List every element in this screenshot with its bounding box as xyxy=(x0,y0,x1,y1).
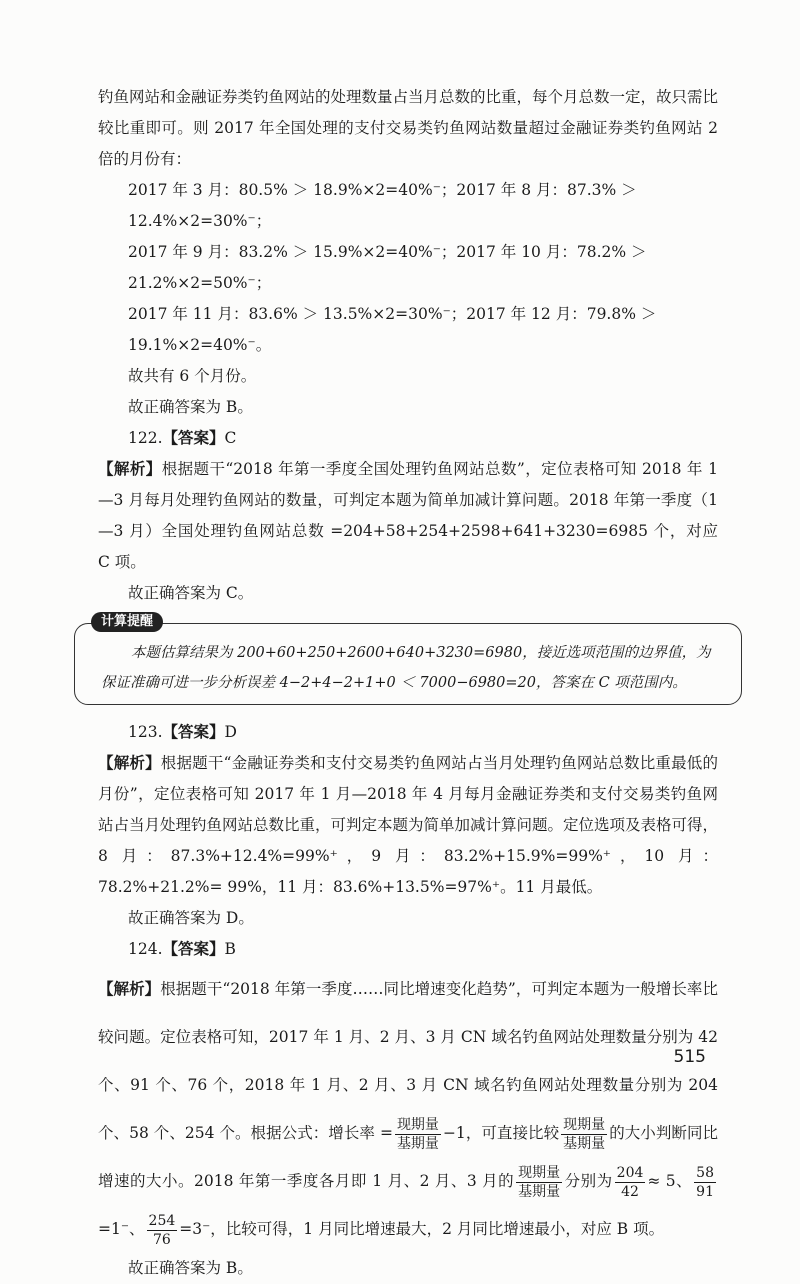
q124-number: 124. xyxy=(128,940,163,958)
calc-tip-box xyxy=(74,614,742,705)
fraction-feb: $\frac{58}{91}$ xyxy=(696,1164,714,1200)
q124-text-6: =1⁻、 xyxy=(98,1220,145,1238)
calc-tip-tag: 计算提醒 xyxy=(91,612,163,632)
q122-analysis xyxy=(98,454,718,578)
calc-line: 2017 年 3 月：80.5% ＞ 18.9%×2=40%⁻；2017 年 8 月：87.3% ＞ 12.4%×2=30%⁻； xyxy=(128,181,637,230)
month-ratio-fraction: $\frac{\text{现期量}}{\text{基期量}}$ xyxy=(518,1164,561,1200)
page-body xyxy=(98,82,718,1284)
q122-number: 122. xyxy=(128,429,163,447)
q122-conclusion: 故正确答案为 C。 xyxy=(128,584,254,602)
q124-answer-tag: 【答案】 xyxy=(162,940,225,958)
q123-answer-tag: 【答案】 xyxy=(162,723,225,741)
calc-conclusion: 故正确答案为 B。 xyxy=(128,398,253,416)
q124-text-2: −1，可直接比较 xyxy=(442,1124,560,1142)
q123-answer: D xyxy=(224,723,237,741)
q124-analysis-tag: 【解析】 xyxy=(98,980,161,998)
q122-analysis-text: 根据题干“2018 年第一季度全国处理钓鱼网站总数”，定位表格可知 2018 年 1—3 月每月处理钓鱼网站的数量，可判定本题为简单加减计算问题。2018 年第一季度（1—3 月）全国处理钓鱼网站总数 =204+58+254+2598+641+3230=6985 个，对应 C 项。 xyxy=(98,460,718,571)
q122-analysis-tag: 【解析】 xyxy=(98,460,162,478)
q122-answer-tag: 【答案】 xyxy=(162,429,225,447)
q124-analysis xyxy=(98,965,718,1253)
q122-answer: C xyxy=(224,429,237,447)
calc-line: 2017 年 11 月：83.6% ＞ 13.5%×2=30%⁻；2017 年 12 月：79.8% ＞ 19.1%×2=40%⁻。 xyxy=(128,305,657,354)
q123-analysis-text: 根据题干“金融证券类和支付交易类钓鱼网站占当月处理钓鱼网站总数比重最低的月份”，定位表格可知 2017 年 1 月—2018 年 4 月每月金融证券类和支付交易类钓鱼网站占当月处理钓鱼网站总数比重，可判定本题为简单加减计算问题。定位选项及表格可得，8 月：87.3%+12.4%=99%⁺，9 月：83.2%+15.9%=99%⁺，10 月：78.2%+21.2%= 99%，11 月：83.6%+13.5%=97%⁺。11 月最低。 xyxy=(98,754,719,896)
q124-answer: B xyxy=(224,940,236,958)
q123-number: 123. xyxy=(128,723,163,741)
q124-conclusion: 故正确答案为 B。 xyxy=(128,1259,253,1277)
q123-answer-line xyxy=(98,717,718,748)
calc-summary: 故共有 6 个月份。 xyxy=(128,367,257,385)
page-number: 515 xyxy=(673,1047,706,1067)
intro-paragraph: 钓鱼网站和金融证券类钓鱼网站的处理数量占当月总数的比重，每个月总数一定，故只需比较比重即可。则 2017 年全国处理的支付交易类钓鱼网站数量超过金融证券类钓鱼网站 2 倍的月份有： xyxy=(98,88,719,168)
q124-text-5: ≈ 5、 xyxy=(647,1172,693,1190)
q124-text-7: =3⁻，比较可得，1 月同比增速最大，2 月同比增速最小，对应 B 项。 xyxy=(179,1220,665,1238)
q124-answer-line xyxy=(98,934,718,965)
calc-tip-text: 本题估算结果为 200+60+250+2600+640+3230=6980，接近选项范围的边界值，为保证准确可进一步分析误差 4−2+4−2+1+0 ＜ 7000−6980=20，答案在 C 项范围内。 xyxy=(101,645,711,691)
fraction-jan: $\frac{204}{42}$ xyxy=(616,1164,644,1200)
q124-text-1: 根据题干“2018 年第一季度……同比增速变化趋势”，可判定本题为一般增长率比较问题。定位表格可知，2017 年 1 月、2 月、3 月 CN 域名钓鱼网站处理数量分别为 42 个、91 个、76 个，2018 年 1 月、2 月、3 月 CN 域名钓鱼网站处理数量分别为 204 个、58 个、254 个。根据公式：增长率 = xyxy=(98,980,718,1142)
q122-answer-line xyxy=(98,423,718,454)
calc-line: 2017 年 9 月：83.2% ＞ 15.9%×2=40%⁻；2017 年 10 月：78.2% ＞ 21.2%×2=50%⁻； xyxy=(128,243,647,292)
q123-conclusion: 故正确答案为 D。 xyxy=(128,909,254,927)
formula-fraction-current-over-base: $\frac{\text{现期量}}{\text{基期量}}$ xyxy=(396,1116,439,1152)
q124-text-4: 分别为 xyxy=(564,1172,613,1190)
q124-text-3: 的大小判断同比增速的大小。2018 年第一季度各月即 1 月、2 月、3 月的 xyxy=(98,1124,718,1190)
fraction-mar: $\frac{254}{76}$ xyxy=(148,1212,176,1248)
ratio-fraction-current-over-base: $\frac{\text{现期量}}{\text{基期量}}$ xyxy=(563,1116,606,1152)
q123-analysis xyxy=(98,748,718,903)
q123-analysis-tag: 【解析】 xyxy=(98,754,161,772)
